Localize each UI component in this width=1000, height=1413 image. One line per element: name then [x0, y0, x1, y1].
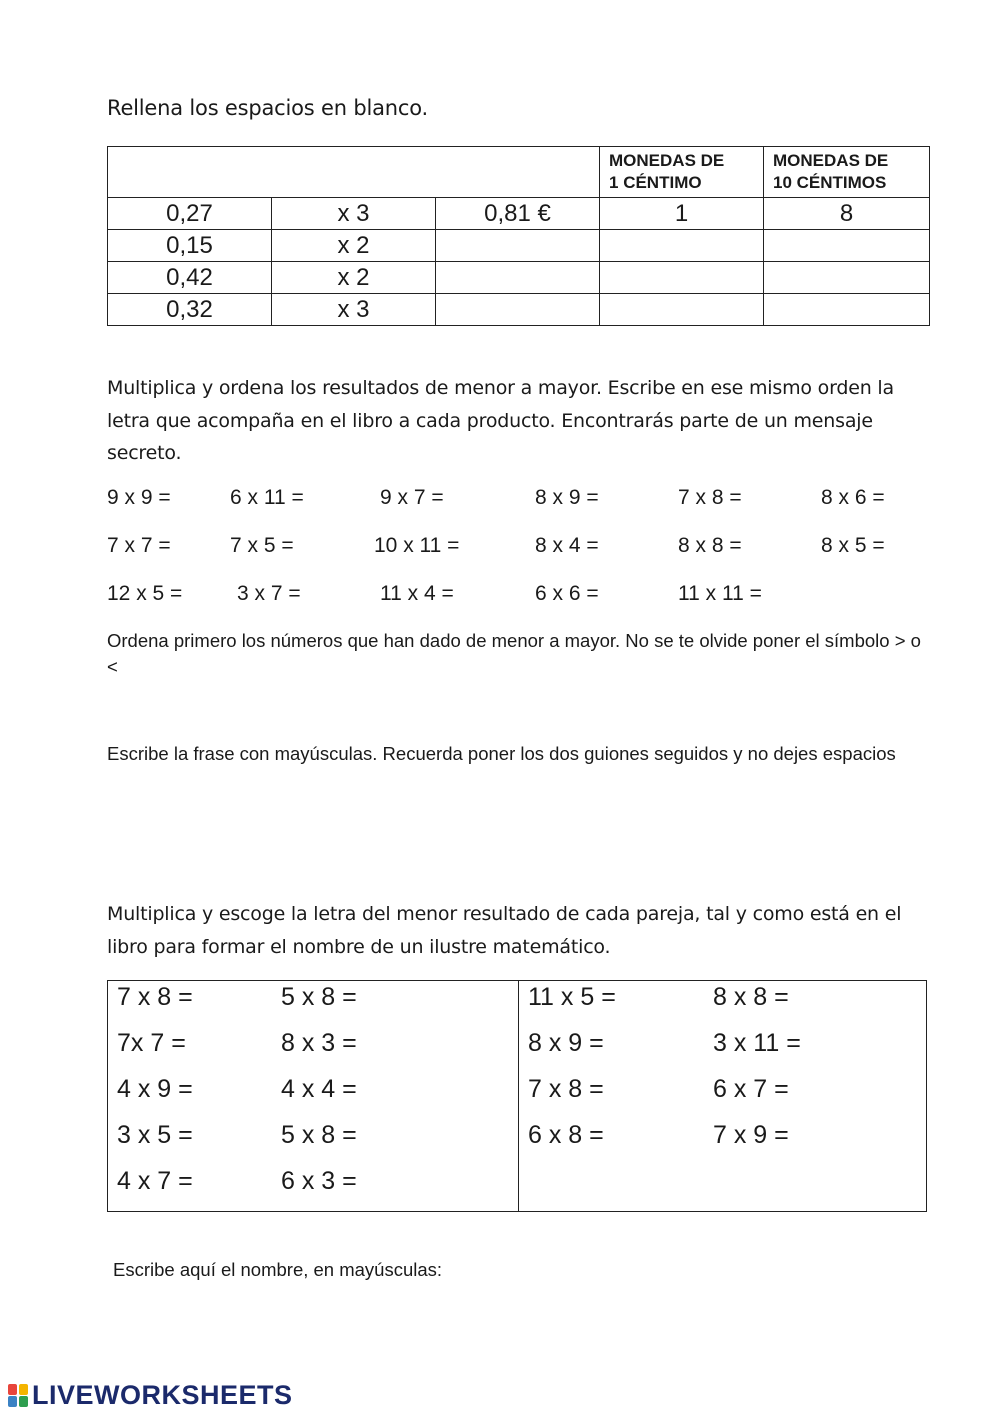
multiplication: 9 x 7 = — [380, 486, 444, 509]
multiplication: 4 x 7 = — [117, 1167, 193, 1195]
coins-header-blank — [108, 147, 600, 198]
amount-cell: 0,42 — [108, 262, 272, 294]
result-cell[interactable] — [436, 262, 600, 294]
multiplication: 11 x 5 = — [528, 983, 616, 1011]
result-cell[interactable]: 0,81 € — [436, 198, 600, 230]
multiplier-cell: x 2 — [272, 230, 436, 262]
multiplication: 7 x 8 = — [678, 486, 742, 509]
multiplication: 8 x 5 = — [821, 534, 885, 557]
multiplication: 8 x 8 = — [713, 983, 789, 1011]
multiplier-cell: x 3 — [272, 294, 436, 326]
table-row — [108, 230, 930, 262]
coins-header-row — [108, 147, 930, 198]
multiplication: 8 x 4 = — [535, 534, 599, 557]
multiplication: 8 x 9 = — [528, 1029, 604, 1057]
table-row — [108, 262, 930, 294]
coins-1-cell[interactable] — [600, 262, 764, 294]
multiplier-cell: x 3 — [272, 198, 436, 230]
header-1-centimo: MONEDAS DE 1 CÉNTIMO — [600, 147, 764, 198]
pairs-box — [107, 980, 927, 1212]
amount-cell: 0,27 — [108, 198, 272, 230]
name-prompt: Escribe aquí el nombre, en mayúsculas: — [113, 1259, 443, 1280]
multiplication: 7 x 9 = — [713, 1121, 789, 1149]
multiplication: 7 x 7 = — [107, 534, 171, 557]
phrase-note: Escribe la frase con mayúsculas. Recuerda poner los dos guiones seguidos y no dejes espacios — [107, 743, 896, 764]
header-10-centimos: MONEDAS DE 10 CÉNTIMOS — [764, 147, 930, 198]
amount-cell: 0,32 — [108, 294, 272, 326]
coins-10-cell[interactable] — [764, 294, 930, 326]
result-cell[interactable] — [436, 230, 600, 262]
coins-10-cell[interactable] — [764, 230, 930, 262]
multiplication: 12 x 5 = — [107, 582, 183, 605]
multiplication: 5 x 8 = — [281, 1121, 357, 1149]
multiplication: 6 x 11 = — [230, 486, 304, 509]
multiplication: 8 x 8 = — [678, 534, 742, 557]
section2-instructions: Multiplica y ordena los resultados de menor a mayor. Escribe en ese mismo orden la letra que acompaña en el libro a cada producto. Encontrarás parte de un mensaje secreto. — [107, 377, 894, 464]
multiplication: 7 x 8 = — [117, 983, 193, 1011]
logo-text: LIVEWORKSHEETS — [32, 1379, 293, 1410]
logo-mark-icon — [8, 1382, 30, 1408]
coins-table — [107, 146, 930, 326]
multiplication: 3 x 5 = — [117, 1121, 193, 1149]
order-note: Ordena primero los números que han dado de menor a mayor. No se te olvide poner el símbolo > o < — [107, 630, 921, 677]
multiplication: 11 x 11 = — [678, 582, 762, 605]
multiplication: 5 x 8 = — [281, 983, 357, 1011]
multiplication: 7x 7 = — [117, 1029, 186, 1057]
multiplication: 7 x 5 = — [230, 534, 294, 557]
multiplication: 6 x 6 = — [535, 582, 599, 605]
section1-title: Rellena los espacios en blanco. — [107, 96, 428, 120]
pairs-divider — [518, 981, 519, 1211]
coins-10-cell[interactable] — [764, 262, 930, 294]
multiplication: 4 x 4 = — [281, 1075, 357, 1103]
coins-1-cell[interactable]: 1 — [600, 198, 764, 230]
multiplication: 3 x 11 = — [713, 1029, 801, 1057]
table-row — [108, 294, 930, 326]
multiplication: 6 x 8 = — [528, 1121, 604, 1149]
multiplication: 10 x 11 = — [374, 534, 460, 557]
multiplication: 3 x 7 = — [237, 582, 301, 605]
amount-cell: 0,15 — [108, 230, 272, 262]
liveworksheets-logo[interactable] — [8, 1381, 293, 1409]
coins-1-cell[interactable] — [600, 294, 764, 326]
section3-instructions: Multiplica y escoge la letra del menor resultado de cada pareja, tal y como está en el libro para formar el nombre de un ilustre matemático. — [107, 903, 902, 958]
multiplication: 8 x 3 = — [281, 1029, 357, 1057]
multiplication: 11 x 4 = — [380, 582, 454, 605]
multiplication: 8 x 6 = — [821, 486, 885, 509]
coins-10-cell[interactable]: 8 — [764, 198, 930, 230]
result-cell[interactable] — [436, 294, 600, 326]
multiplication: 8 x 9 = — [535, 486, 599, 509]
multiplication: 6 x 7 = — [713, 1075, 789, 1103]
multiplication: 4 x 9 = — [117, 1075, 193, 1103]
multiplier-cell: x 2 — [272, 262, 436, 294]
table-row — [108, 198, 930, 230]
multiplication: 6 x 3 = — [281, 1167, 357, 1195]
coins-1-cell[interactable] — [600, 230, 764, 262]
multiplication: 9 x 9 = — [107, 486, 171, 509]
multiplication: 7 x 8 = — [528, 1075, 604, 1103]
